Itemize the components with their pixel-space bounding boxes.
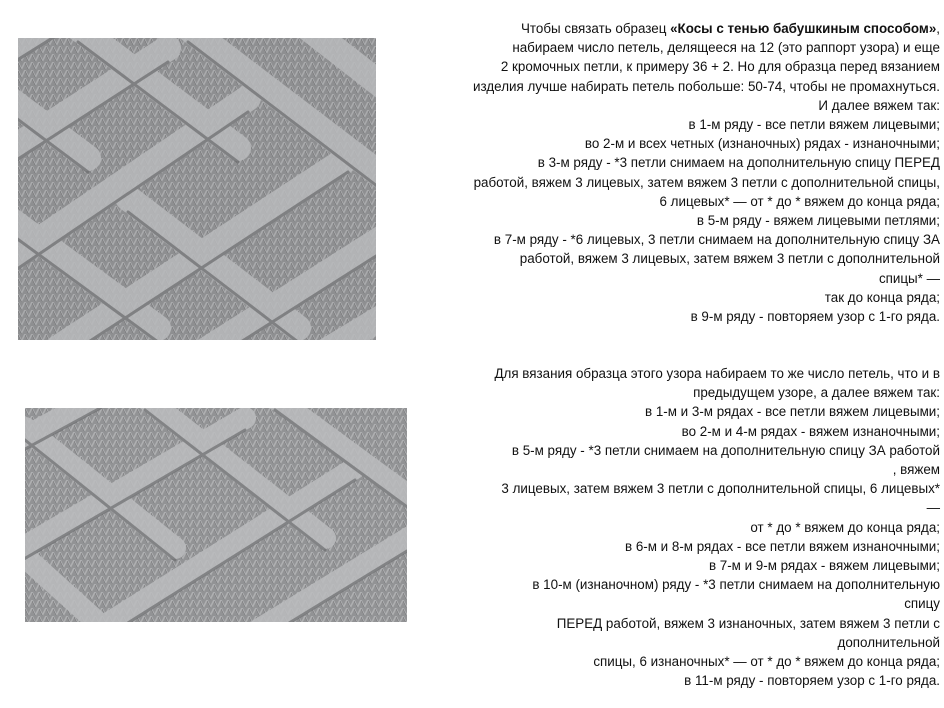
text-line: в 1-м и 3-м рядах - все петли вяжем лицевыми; (645, 404, 940, 420)
pattern-instructions-first (473, 19, 940, 326)
text-line: 6 лицевых* — от * до * вяжем до конца ряда; (659, 193, 940, 209)
cable-knit-texture (25, 408, 407, 622)
text-line: спицу (904, 596, 940, 612)
pattern-name: «Косы с тенью бабушкиным способом» (670, 21, 937, 36)
text-line: 2 кромочных петли, к примеру 36 + 2. Но для образца перед вязанием (500, 59, 940, 75)
text-line: И далее вяжем так: (818, 97, 940, 113)
text-line: 3 лицевых, затем вяжем 3 петли с дополнительной спицы, 6 лицевых* (501, 481, 940, 497)
title-line (473, 19, 940, 38)
text-line: работой, вяжем 3 лицевых, затем вяжем 3 петли с дополнительной спицы, (473, 174, 940, 190)
text-fragment: , (936, 21, 940, 36)
text-line: в 11-м ряду - повторяем узор с 1-го ряда. (684, 673, 940, 689)
text-line: от * до * вяжем до конца ряда; (750, 519, 940, 535)
text-line: — (926, 500, 940, 516)
text-line: набираем число петель, делящееся на 12 (это раппорт узора) и еще (512, 40, 940, 56)
cable-knit-texture (18, 38, 376, 340)
text-line: , вяжем (892, 462, 940, 478)
text-line: работой, вяжем 3 лицевых, затем вяжем 3 петли с дополнительной (519, 251, 940, 267)
text-line: в 5-м ряду - вяжем лицевыми петлями; (696, 213, 940, 229)
text-fragment: Чтобы связать образец (521, 21, 671, 36)
text-line: предыдущем узоре, а далее вяжем так: (693, 385, 940, 401)
text-line: во 2-м и 4-м рядах - вяжем изнаночными; (681, 423, 940, 439)
text-line: в 7-м и 9-м рядах - вяжем лицевыми; (708, 558, 940, 574)
text-line: в 1-м ряду - все петли вяжем лицевыми; (688, 117, 940, 133)
text-line: Для вязания образца этого узора набираем то же число петель, что и в (494, 366, 940, 381)
knit-sample-photo-bottom (25, 408, 407, 622)
text-line: в 10-м (изнаночном) ряду - *3 петли снимаем на дополнительную (532, 577, 940, 593)
text-line: дополнительной (837, 634, 940, 650)
text-line: во 2-м и всех четных (изнаночных) рядах - изнаночными; (584, 136, 940, 152)
text-line: в 3-м ряду - *3 петли снимаем на дополнительную спицу ПЕРЕД (537, 155, 940, 171)
text-line: спицы* — (878, 270, 940, 286)
text-line: в 7-м ряду - *6 лицевых, 3 петли снимаем на дополнительную спицу ЗА (493, 232, 940, 248)
text-line: изделия лучше набирать петель побольше: 50-74, чтобы не промахнуться. (473, 78, 940, 94)
text-line: в 5-м ряду - *3 петли снимаем на дополнительную спицу ЗА работой (511, 442, 940, 458)
text-line: спицы, 6 изнаночных* — от * до * вяжем до конца ряда; (593, 654, 940, 670)
text-line: ПЕРЕД работой, вяжем 3 изнаночных, затем вяжем 3 петли с (556, 615, 940, 631)
text-line: так до конца ряда; (824, 289, 940, 305)
pattern-instructions-second (494, 364, 940, 690)
knit-sample-photo-top (18, 38, 376, 340)
text-line: в 6-м и 8-м рядах - все петли вяжем изнаночными; (625, 538, 940, 554)
text-line: в 9-м ряду - повторяем узор с 1-го ряда. (690, 309, 940, 325)
